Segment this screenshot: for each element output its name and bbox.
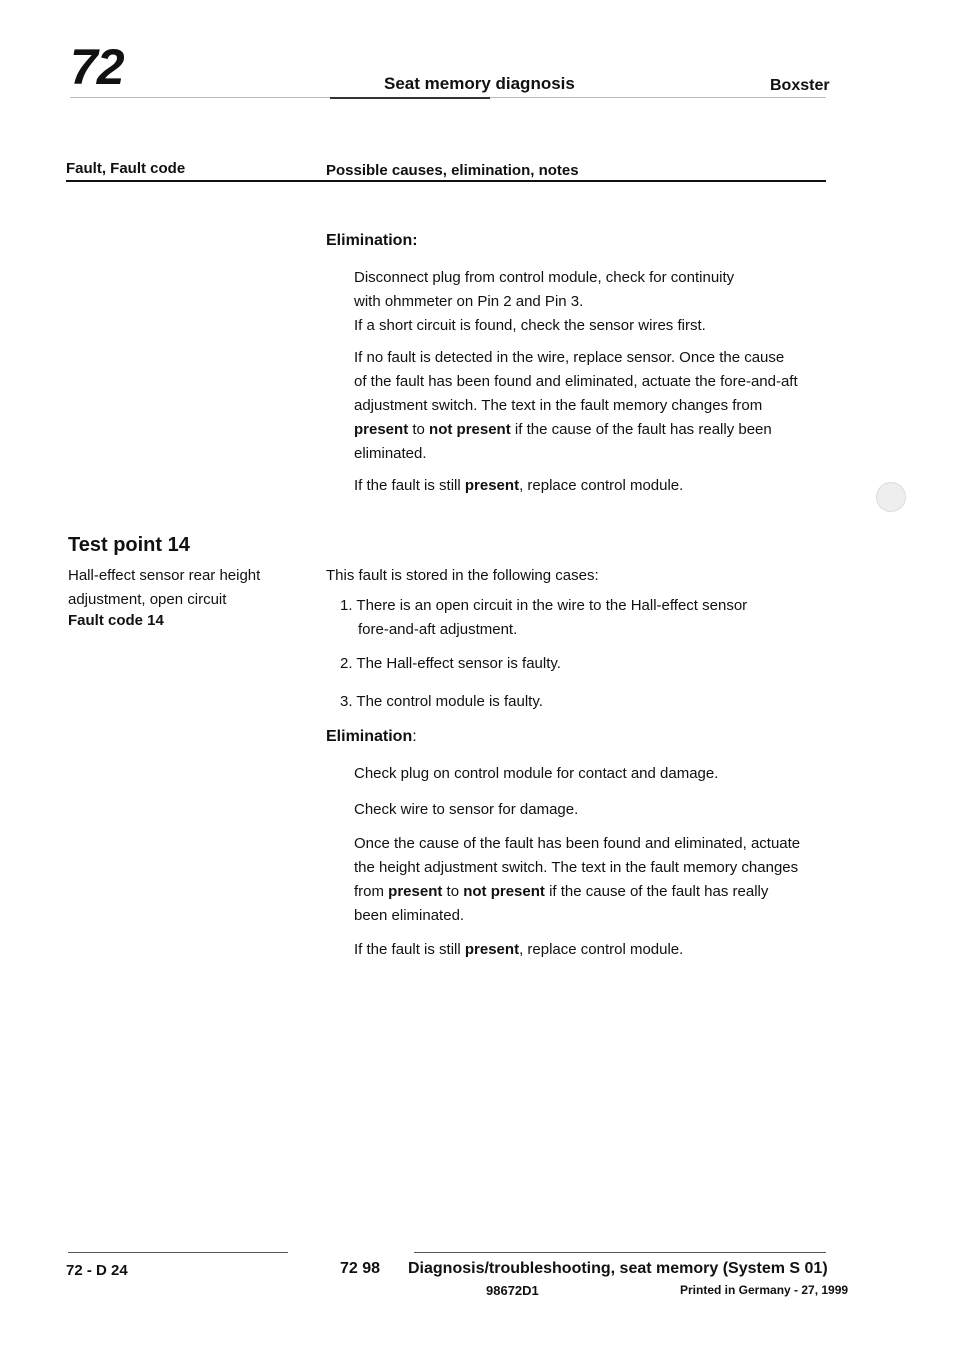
cases-intro: This fault is stored in the following cases: bbox=[326, 567, 599, 584]
chapter-number: 72 bbox=[70, 39, 124, 95]
page-title: Seat memory diagnosis bbox=[384, 74, 575, 93]
text-fragment: , replace control module. bbox=[519, 477, 684, 494]
elimination-paragraph-3 bbox=[354, 474, 824, 498]
text-line: If a short circuit is found, check the sensor wires first. bbox=[354, 317, 706, 334]
text-fragment: , replace control module. bbox=[519, 941, 684, 958]
print-info: Printed in Germany - 27, 1999 bbox=[680, 1283, 849, 1297]
text-line: of the fault has been found and eliminated, actuate the fore-and-aft bbox=[354, 373, 798, 390]
bold-term: present bbox=[464, 941, 520, 958]
text-line bbox=[354, 418, 824, 442]
test-point-description bbox=[68, 564, 308, 612]
text-line: If no fault is detected in the wire, replace sensor. Once the cause bbox=[354, 349, 785, 366]
page-number: 72 - D 24 bbox=[66, 1262, 128, 1279]
text-line: adjustment switch. The text in the fault memory changes from bbox=[354, 397, 763, 414]
bold-term: not present bbox=[463, 883, 545, 900]
text-fragment: If the fault is still bbox=[354, 941, 465, 958]
elimination-paragraph-1 bbox=[354, 266, 824, 338]
elimination-paragraph-2 bbox=[354, 346, 824, 466]
column-heading-fault: Fault, Fault code bbox=[66, 160, 186, 177]
heading-text: Elimination bbox=[326, 728, 413, 745]
text-line: Hall-effect sensor rear height bbox=[68, 567, 261, 584]
heading-colon: : bbox=[412, 728, 417, 745]
text-line: fore-and-aft adjustment. bbox=[358, 621, 518, 638]
column-heading-divider bbox=[66, 180, 826, 182]
fault-code: Fault code 14 bbox=[68, 612, 164, 629]
text-line bbox=[354, 880, 824, 904]
bold-term: present bbox=[354, 421, 409, 438]
footer-divider-left bbox=[68, 1252, 288, 1253]
footer-section-code: 72 98 bbox=[340, 1260, 381, 1277]
elimination-step-4 bbox=[354, 938, 683, 962]
text-fragment: if the cause of the fault has really been bbox=[510, 421, 772, 438]
text-fragment: to bbox=[442, 883, 464, 900]
footer-divider-right bbox=[414, 1252, 826, 1253]
text-line: been eliminated. bbox=[354, 907, 465, 924]
header-divider-accent bbox=[330, 97, 490, 99]
elimination-heading: Elimination: bbox=[326, 232, 418, 249]
elimination-heading-2 bbox=[326, 728, 417, 746]
part-number: 98672D1 bbox=[486, 1283, 539, 1298]
text-line: Disconnect plug from control module, check for continuity bbox=[354, 269, 735, 286]
list-item bbox=[340, 594, 820, 642]
text-line: adjustment, open circuit bbox=[68, 591, 227, 608]
list-item: 2. The Hall-effect sensor is faulty. bbox=[340, 655, 561, 672]
text-line: with ohmmeter on Pin 2 and Pin 3. bbox=[354, 293, 584, 310]
test-point-title: Test point 14 bbox=[68, 534, 190, 556]
text-line: Once the cause of the fault has been found and eliminated, actuate bbox=[354, 835, 801, 852]
text-line: eliminated. bbox=[354, 445, 427, 462]
bold-term: not present bbox=[429, 421, 511, 438]
elimination-step-1: Check plug on control module for contact and damage. bbox=[354, 765, 719, 782]
bold-term: present bbox=[388, 883, 443, 900]
model-name: Boxster bbox=[770, 77, 830, 94]
text-fragment: from bbox=[354, 883, 389, 900]
list-item: 3. The control module is faulty. bbox=[340, 693, 543, 710]
footer-title: Diagnosis/troubleshooting, seat memory (System S 01) bbox=[408, 1260, 828, 1277]
text-line: 1. There is an open circuit in the wire to the Hall-effect sensor bbox=[340, 597, 748, 614]
text-fragment: if the cause of the fault has really bbox=[544, 883, 769, 900]
punch-hole bbox=[876, 482, 906, 512]
column-heading-causes: Possible causes, elimination, notes bbox=[326, 162, 579, 179]
bold-term: present bbox=[464, 477, 520, 494]
text-line: the height adjustment switch. The text in the fault memory changes bbox=[354, 859, 799, 876]
elimination-step-2: Check wire to sensor for damage. bbox=[354, 801, 579, 818]
text-fragment: If the fault is still bbox=[354, 477, 465, 494]
elimination-step-3 bbox=[354, 832, 824, 928]
text-fragment: to bbox=[408, 421, 430, 438]
